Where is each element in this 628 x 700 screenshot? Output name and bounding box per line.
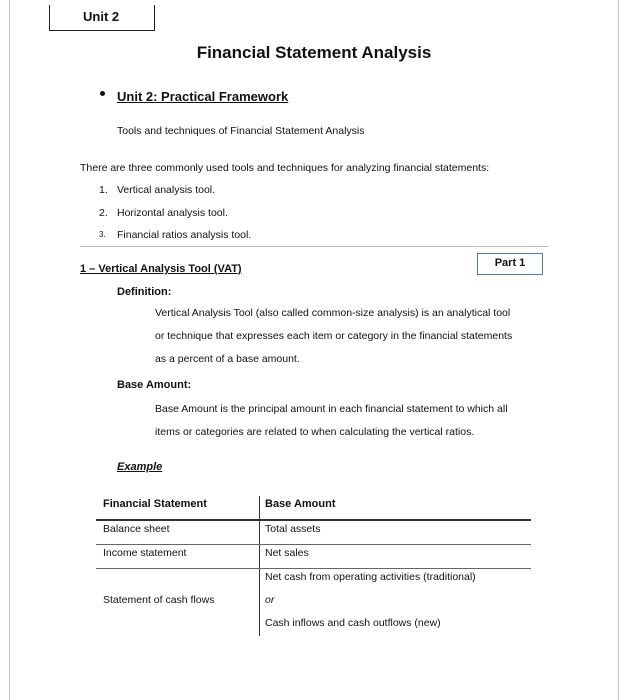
unit-label: Unit 2 <box>83 9 120 24</box>
table-cell: Cash inflows and cash outflows (new) <box>265 617 441 629</box>
table-header-statement: Financial Statement <box>103 498 207 510</box>
table-cell: or <box>265 594 275 606</box>
part-badge: Part 1 <box>477 253 543 275</box>
page-title: Financial Statement Analysis <box>196 43 432 62</box>
base-amount-label: Base Amount: <box>117 379 192 391</box>
table-cell: Total assets <box>265 523 321 535</box>
table-cell: Statement of cash flows <box>103 594 215 606</box>
table-cell: Net cash from operating activities (traditional) <box>265 571 476 583</box>
definition-line: or technique that expresses each item or category in the financial statements <box>155 330 513 342</box>
list-item: Financial ratios analysis tool. <box>117 229 252 241</box>
table-cell: Balance sheet <box>103 523 170 535</box>
framework-heading: Unit 2: Practical Framework <box>117 89 289 104</box>
definition-line: as a percent of a base amount. <box>155 353 300 365</box>
table-row-rule <box>96 568 531 569</box>
base-amount-line: Base Amount is the principal amount in each financial statement to which all <box>155 403 508 415</box>
table-row-rule <box>96 544 531 545</box>
list-item-number: 1. <box>99 184 108 196</box>
unit-label-box <box>49 5 155 31</box>
definition-label: Definition: <box>117 286 172 298</box>
section-divider <box>80 246 548 247</box>
table-cell: Net sales <box>265 547 309 559</box>
table-header-base: Base Amount <box>265 498 336 510</box>
definition-line: Vertical Analysis Tool (also called common-size analysis) is an analytical tool <box>155 307 511 319</box>
list-item-number: 2. <box>99 207 108 219</box>
table-header-rule <box>96 519 531 521</box>
base-amount-line: items or categories are related to when calculating the vertical ratios. <box>155 426 475 438</box>
list-item-number: 3. <box>99 230 106 239</box>
table-column-divider <box>259 496 260 636</box>
list-item: Horizontal analysis tool. <box>117 207 228 219</box>
bullet-icon <box>100 91 105 96</box>
document-page <box>9 0 619 700</box>
vat-heading: 1 – Vertical Analysis Tool (VAT) <box>80 263 242 275</box>
list-item: Vertical analysis tool. <box>117 184 216 196</box>
intro-text: There are three commonly used tools and techniques for analyzing financial statements: <box>80 162 490 174</box>
tools-heading: Tools and techniques of Financial Statement Analysis <box>117 125 365 137</box>
table-cell: Income statement <box>103 547 187 559</box>
example-label: Example <box>117 461 163 473</box>
